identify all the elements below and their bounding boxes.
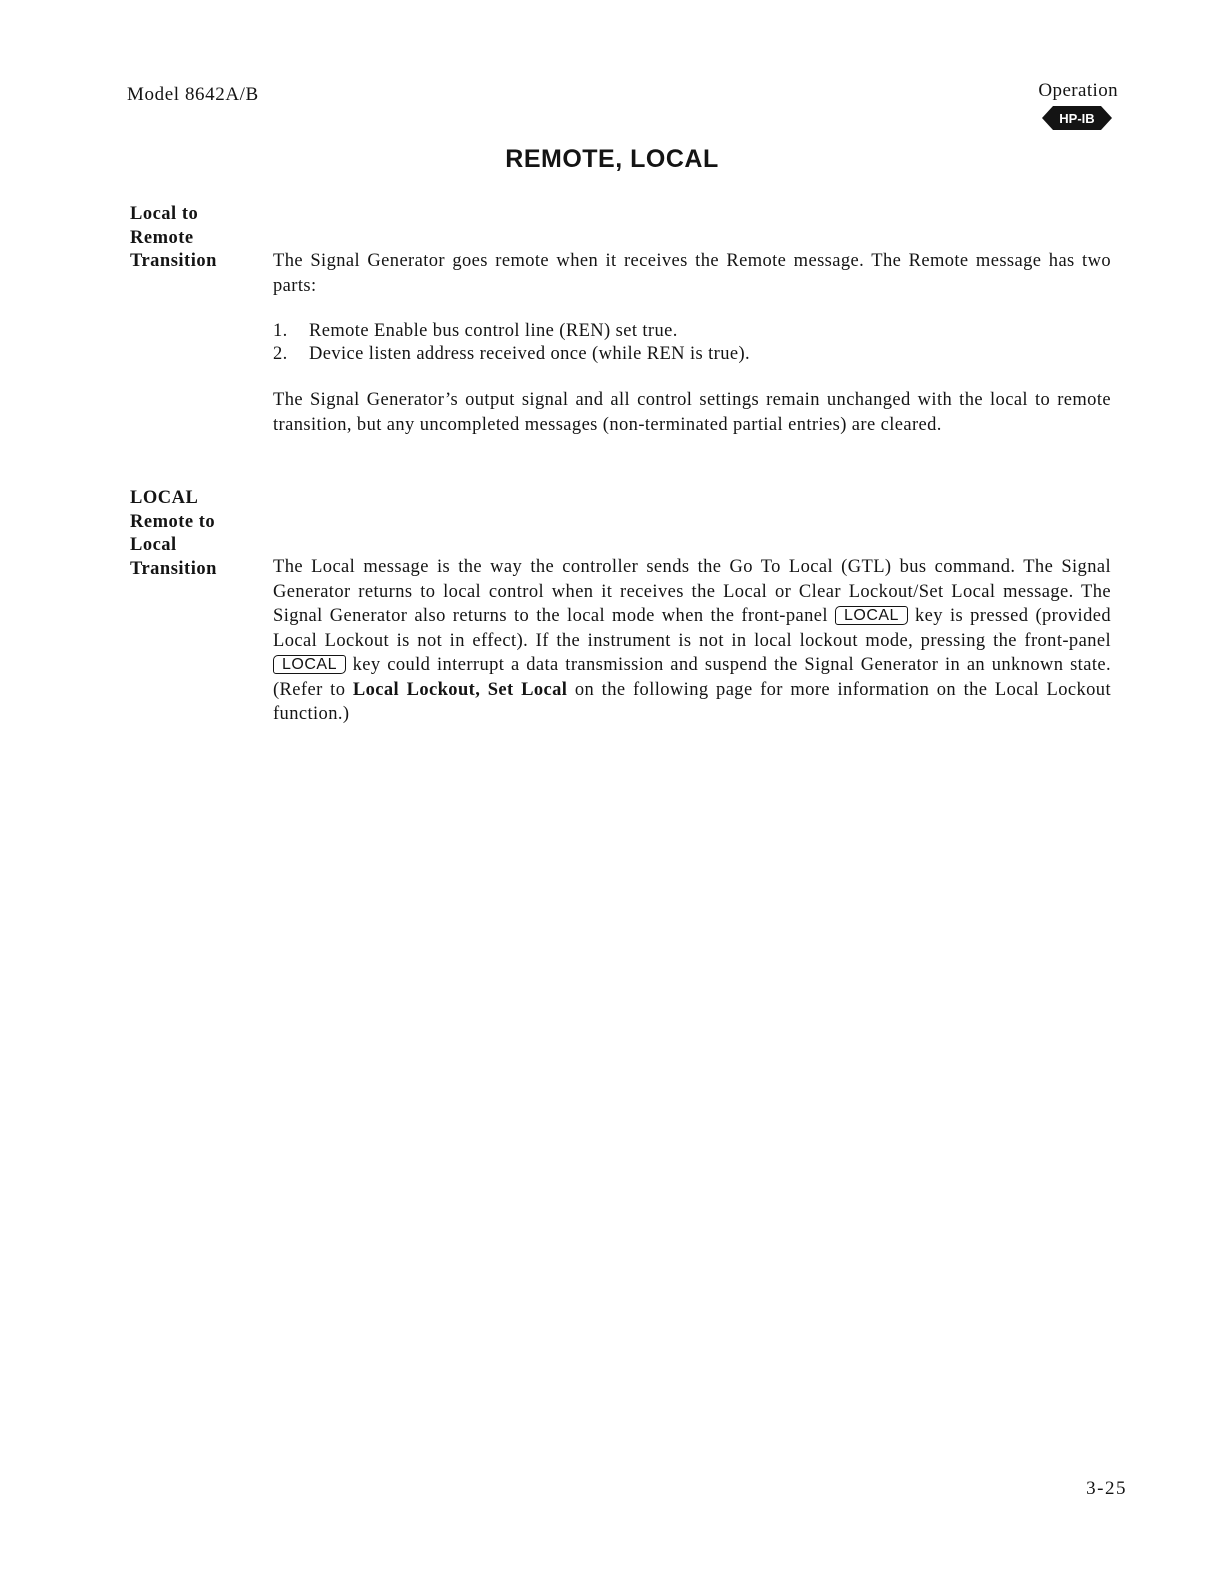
list-item [273,343,1111,366]
page-number: 3-25 [1086,1478,1127,1499]
model-label: Model 8642A/B [127,84,259,105]
local-key-cap: LOCAL [835,606,908,625]
bold-reference: Local Lockout, Set Local [352,679,568,700]
hpib-badge-label: HP-IB [1059,111,1095,126]
section-closing [273,388,1111,437]
text-run: The Local message is the way the controller sends the Go To Local (GTL) bus command. The Signal Generator returns to local control when it receives the Local or Clear Lockout/Set Local message. The Signal Generator also returns to the local mode when the front-panel [273,557,1111,626]
section-name: Operation [1038,80,1118,101]
list-text: Device listen address received once (while REN is true). [309,344,751,364]
paragraph: The Signal Generator’s output signal and all control settings remain unchanged with the local to remote transition, but any uncompleted messages (non-terminated partial entries) are cleared. [273,390,1111,435]
hpib-badge-icon [1042,106,1112,130]
section-intro [273,249,1111,298]
text-run: key is pressed (provided Local Lockout is not in effect). If the instrument is not in local lockout mode, pressing the front-panel [273,606,1111,651]
heading-line: LOCAL [130,488,199,508]
section-heading-remote-to-local [130,487,217,581]
section-heading-local-to-remote [130,203,217,274]
heading-line: Transition [130,251,217,271]
heading-line: Local to [130,204,199,224]
list-number: 2. [273,344,288,364]
list-item [273,320,1111,343]
page-title: REMOTE, LOCAL [505,145,719,173]
text-run: on the following page for more information on the Local Lockout function.) [273,679,1111,724]
list-number: 1. [273,321,288,341]
paragraph [273,555,1111,727]
heading-line: Remote to [130,511,216,532]
heading-line: Remote [130,227,194,248]
text-run: key could interrupt a data transmission and suspend the Signal Generator in an unknown state. (Refer to [273,655,1111,700]
section-body-local [273,555,1111,727]
heading-line: Transition [130,558,217,579]
list-text: Remote Enable bus control line (REN) set true. [309,321,678,341]
local-key-cap: LOCAL [273,655,346,674]
heading-line: Local [130,535,177,555]
section-header [1038,80,1118,135]
numbered-list [273,320,1111,366]
paragraph: The Signal Generator goes remote when it receives the Remote message. The Remote message has two parts: [273,251,1111,296]
